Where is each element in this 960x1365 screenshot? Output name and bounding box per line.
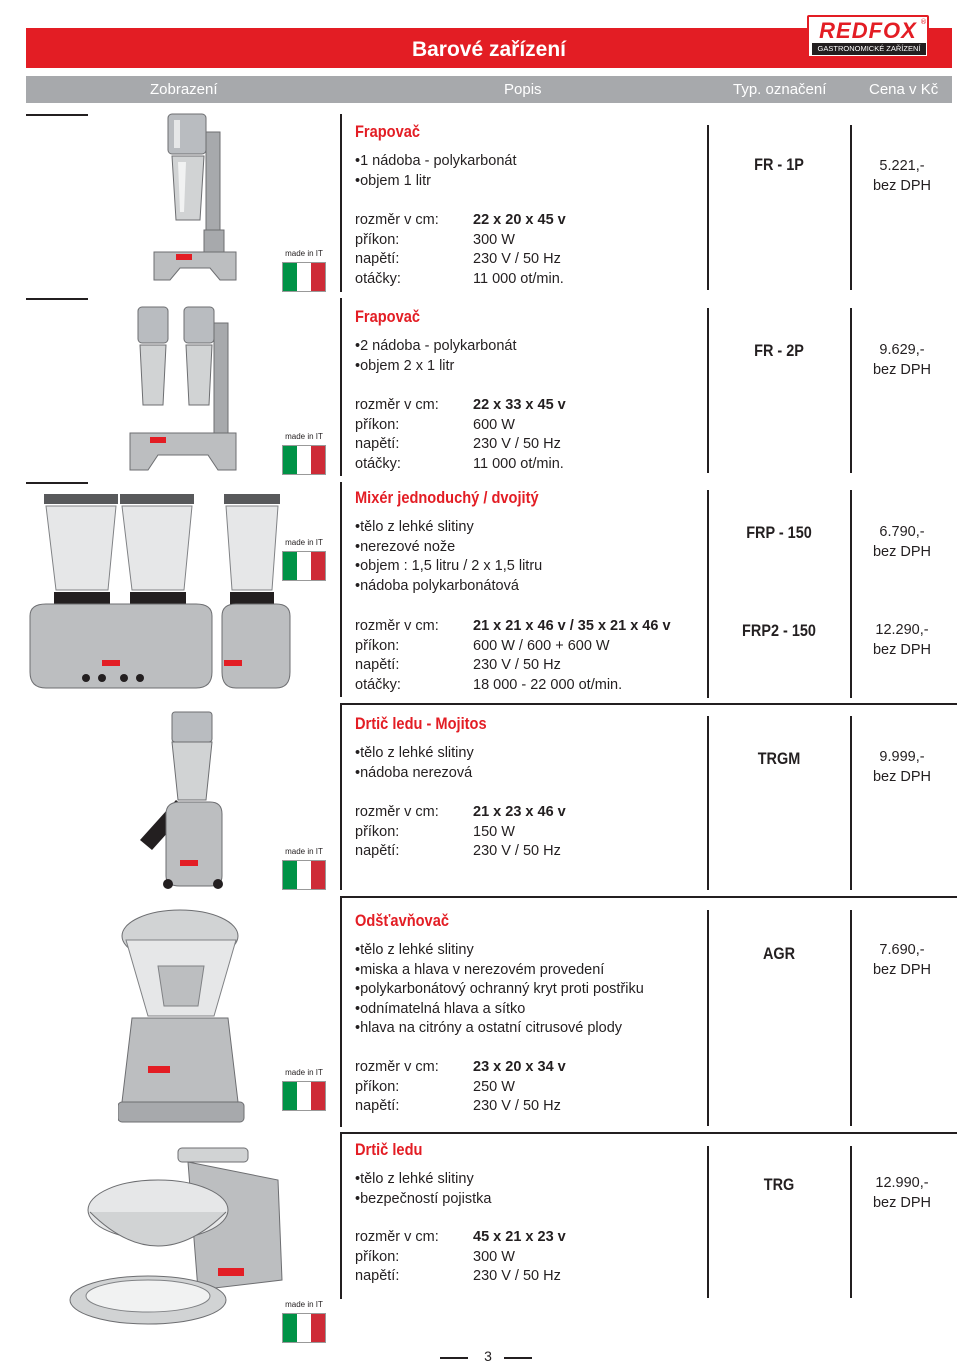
column-divider bbox=[850, 1146, 852, 1298]
product-specs bbox=[355, 617, 695, 695]
feature-item: • tělo z lehké slitiny bbox=[355, 518, 542, 538]
origin-badge bbox=[281, 432, 327, 475]
feature-item: • objem : 1,5 litru / 2 x 1,5 litru bbox=[355, 557, 542, 577]
spec-label-voltage: napětí: bbox=[355, 657, 400, 673]
feature-item: • nádoba polykarbonátová bbox=[355, 577, 542, 597]
price-note: bez DPH bbox=[872, 361, 932, 378]
price-value: 7.690,- bbox=[879, 942, 925, 958]
origin-badge bbox=[281, 847, 327, 890]
origin-badge bbox=[281, 1300, 327, 1343]
spec-value-size: 21 x 23 x 46 v bbox=[473, 804, 566, 820]
spec-value-size: 22 x 20 x 45 v bbox=[473, 212, 566, 228]
feature-item: • objem 1 litr bbox=[355, 172, 516, 192]
spec-value-power: 300 W bbox=[473, 1248, 515, 1265]
column-header-type: Typ. označení bbox=[733, 81, 827, 98]
feature-item: • bezpečností pojistka bbox=[355, 1190, 491, 1210]
origin-label: made in IT bbox=[285, 1300, 323, 1309]
product-price bbox=[852, 157, 952, 196]
italy-flag-icon bbox=[282, 860, 326, 890]
footer-line-left bbox=[440, 1357, 468, 1359]
product-name: Odšťavňovač bbox=[355, 911, 449, 930]
spec-label-power: příkon: bbox=[355, 823, 400, 840]
feature-item: • hlava na citróny a ostatní citrusové plody bbox=[355, 1019, 644, 1039]
feature-item: • 2 nádoba - polykarbonát bbox=[355, 337, 516, 357]
column-divider bbox=[850, 308, 852, 473]
column-divider bbox=[340, 897, 342, 1127]
product-code: AGR bbox=[762, 944, 796, 963]
product-price bbox=[852, 748, 952, 787]
price-note: bez DPH bbox=[872, 177, 932, 194]
row-divider bbox=[340, 1132, 957, 1134]
italy-flag-icon bbox=[282, 262, 326, 292]
product-name: Drtič ledu bbox=[355, 1140, 423, 1159]
column-divider bbox=[707, 716, 709, 890]
spec-label-speed: otáčky: bbox=[355, 270, 401, 287]
product-price bbox=[852, 1174, 952, 1213]
origin-badge bbox=[281, 249, 327, 292]
spec-label-voltage: napětí: bbox=[355, 1268, 400, 1284]
citrus-juicer-icon bbox=[118, 906, 248, 1128]
price-note: bez DPH bbox=[872, 543, 932, 560]
spec-label-voltage: napětí: bbox=[355, 843, 400, 859]
column-divider bbox=[340, 704, 342, 890]
feature-item: • odnímatelná hlava a sítko bbox=[355, 1000, 644, 1020]
row-divider bbox=[26, 482, 88, 484]
column-header-price: Cena v Kč bbox=[869, 81, 939, 98]
product-specs bbox=[355, 1058, 695, 1117]
column-divider bbox=[340, 114, 342, 292]
spec-value-size: 21 x 21 x 46 v / 35 x 21 x 46 v bbox=[473, 618, 671, 634]
column-divider bbox=[707, 490, 709, 698]
spec-label-speed: otáčky: bbox=[355, 676, 401, 693]
spec-value-voltage: 230 V / 50 Hz bbox=[473, 843, 561, 859]
product-name: Frapovač bbox=[355, 307, 421, 326]
price-value: 12.990,- bbox=[875, 1175, 929, 1191]
ice-crusher-icon bbox=[68, 1140, 288, 1330]
price-value: 12.290,- bbox=[875, 622, 929, 638]
spec-label-size: rozměr v cm: bbox=[355, 1059, 439, 1075]
spec-value-speed: 11 000 ot/min. bbox=[473, 455, 564, 472]
spec-label-size: rozměr v cm: bbox=[355, 397, 439, 413]
redfox-logo bbox=[807, 15, 929, 58]
row-divider bbox=[26, 114, 88, 116]
price-note: bez DPH bbox=[872, 768, 932, 785]
origin-label: made in IT bbox=[285, 538, 323, 547]
product-features bbox=[355, 744, 474, 783]
product-price-double bbox=[852, 621, 952, 660]
spec-value-voltage: 230 V / 50 Hz bbox=[473, 1268, 561, 1284]
price-note: bez DPH bbox=[872, 641, 932, 658]
product-features bbox=[355, 1170, 491, 1209]
price-value: 9.629,- bbox=[879, 342, 925, 358]
row-divider bbox=[340, 703, 957, 705]
column-divider bbox=[850, 125, 852, 290]
spec-value-power: 600 W bbox=[473, 416, 515, 433]
italy-flag-icon bbox=[282, 445, 326, 475]
spec-label-speed: otáčky: bbox=[355, 455, 401, 472]
italy-flag-icon bbox=[282, 1313, 326, 1343]
spec-label-size: rozměr v cm: bbox=[355, 618, 439, 634]
feature-item: • objem 2 x 1 litr bbox=[355, 357, 516, 377]
column-header-bar bbox=[26, 76, 952, 103]
column-divider bbox=[340, 1133, 342, 1299]
product-code: TRGM bbox=[757, 749, 801, 768]
spec-value-power: 250 W bbox=[473, 1078, 515, 1095]
row-divider bbox=[340, 896, 957, 898]
product-code-double: FRP2 - 150 bbox=[742, 621, 816, 640]
logo-registered-mark: ® bbox=[920, 18, 927, 26]
column-divider bbox=[707, 910, 709, 1126]
price-value: 9.999,- bbox=[879, 749, 925, 765]
product-features bbox=[355, 941, 644, 1039]
origin-label: made in IT bbox=[285, 249, 323, 258]
product-name: Frapovač bbox=[355, 122, 421, 141]
italy-flag-icon bbox=[282, 551, 326, 581]
feature-item: • tělo z lehké slitiny bbox=[355, 1170, 491, 1190]
origin-label: made in IT bbox=[285, 1068, 323, 1077]
column-divider bbox=[340, 298, 342, 476]
price-value: 5.221,- bbox=[879, 158, 925, 174]
spec-label-power: příkon: bbox=[355, 1078, 400, 1095]
column-divider bbox=[707, 1146, 709, 1298]
product-specs bbox=[355, 1228, 695, 1287]
origin-label: made in IT bbox=[285, 847, 323, 856]
origin-label: made in IT bbox=[285, 432, 323, 441]
spec-value-size: 22 x 33 x 45 v bbox=[473, 397, 566, 413]
product-price bbox=[852, 523, 952, 562]
feature-item: • nádoba nerezová bbox=[355, 764, 474, 784]
logo-subtitle: GASTRONOMICKÉ ZAŘÍZENÍ bbox=[812, 43, 926, 55]
column-header-description: Popis bbox=[504, 81, 542, 98]
product-name: Mixér jednoduchý / dvojitý bbox=[355, 488, 539, 507]
spec-label-voltage: napětí: bbox=[355, 251, 400, 267]
page-title: Barové zařízení bbox=[411, 38, 567, 61]
column-divider bbox=[707, 125, 709, 290]
page-number: 3 bbox=[484, 1348, 492, 1364]
origin-badge bbox=[281, 1068, 327, 1111]
feature-item: • nerezové nože bbox=[355, 538, 542, 558]
product-code: TRG bbox=[763, 1175, 795, 1194]
product-code: FR - 1P bbox=[754, 155, 804, 174]
product-features bbox=[355, 152, 516, 191]
spec-value-voltage: 230 V / 50 Hz bbox=[473, 436, 561, 452]
blender-icon bbox=[26, 492, 296, 694]
spec-value-speed: 11 000 ot/min. bbox=[473, 270, 564, 287]
spec-label-power: příkon: bbox=[355, 637, 400, 654]
product-features bbox=[355, 518, 542, 596]
spec-label-power: příkon: bbox=[355, 416, 400, 433]
price-value: 6.790,- bbox=[879, 524, 925, 540]
spec-label-power: příkon: bbox=[355, 1248, 400, 1265]
price-note: bez DPH bbox=[872, 961, 932, 978]
logo-word: REDFOX bbox=[819, 18, 917, 43]
ice-crusher-mojito-icon bbox=[136, 710, 236, 892]
spec-value-power: 150 W bbox=[473, 823, 515, 840]
spec-value-voltage: 230 V / 50 Hz bbox=[473, 251, 561, 267]
column-divider bbox=[340, 482, 342, 697]
column-divider bbox=[850, 716, 852, 890]
spec-value-power: 600 W / 600 + 600 W bbox=[473, 637, 610, 654]
column-divider bbox=[707, 308, 709, 473]
double-milkshake-mixer-icon bbox=[128, 305, 238, 480]
feature-item: • tělo z lehké slitiny bbox=[355, 941, 644, 961]
spec-value-power: 300 W bbox=[473, 231, 515, 248]
price-note: bez DPH bbox=[872, 1194, 932, 1211]
italy-flag-icon bbox=[282, 1081, 326, 1111]
product-name: Drtič ledu - Mojitos bbox=[355, 714, 487, 733]
spec-value-voltage: 230 V / 50 Hz bbox=[473, 1098, 561, 1114]
product-specs bbox=[355, 396, 695, 474]
spec-label-voltage: napětí: bbox=[355, 436, 400, 452]
row-divider bbox=[26, 298, 88, 300]
spec-label-size: rozměr v cm: bbox=[355, 212, 439, 228]
column-header-image: Zobrazení bbox=[150, 81, 218, 98]
product-code: FR - 2P bbox=[754, 341, 804, 360]
origin-badge bbox=[281, 538, 327, 581]
spec-value-size: 45 x 21 x 23 v bbox=[473, 1229, 566, 1245]
product-specs bbox=[355, 211, 695, 289]
footer-line-right bbox=[504, 1357, 532, 1359]
feature-item: • 1 nádoba - polykarbonát bbox=[355, 152, 516, 172]
column-divider bbox=[850, 490, 852, 698]
spec-label-voltage: napětí: bbox=[355, 1098, 400, 1114]
spec-value-voltage: 230 V / 50 Hz bbox=[473, 657, 561, 673]
product-features bbox=[355, 337, 516, 376]
product-price bbox=[852, 341, 952, 380]
single-milkshake-mixer-icon bbox=[150, 112, 240, 292]
spec-label-size: rozměr v cm: bbox=[355, 804, 439, 820]
product-specs bbox=[355, 803, 695, 862]
spec-label-power: příkon: bbox=[355, 231, 400, 248]
spec-label-size: rozměr v cm: bbox=[355, 1229, 439, 1245]
feature-item: • polykarbonátový ochranný kryt proti postřiku bbox=[355, 980, 644, 1000]
spec-value-speed: 18 000 - 22 000 ot/min. bbox=[473, 676, 623, 693]
feature-item: • tělo z lehké slitiny bbox=[355, 744, 474, 764]
product-price bbox=[852, 941, 952, 980]
feature-item: • miska a hlava v nerezovém provedení bbox=[355, 961, 644, 981]
product-code: FRP - 150 bbox=[746, 523, 812, 542]
spec-value-size: 23 x 20 x 34 v bbox=[473, 1059, 566, 1075]
